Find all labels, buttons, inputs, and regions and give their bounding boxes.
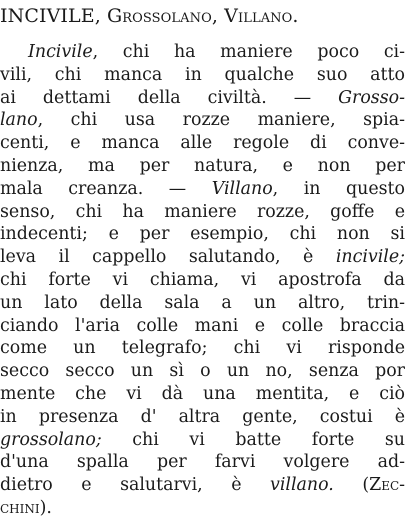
entry-line — [0, 337, 405, 360]
entry-line — [0, 451, 405, 474]
line-text: ciando l'aria colle mani e colle braccia — [0, 315, 405, 336]
heading-period: . — [292, 5, 299, 27]
entry-line — [0, 429, 405, 452]
entry-line — [0, 246, 405, 269]
italic-term: villano. — [270, 475, 334, 496]
entry-line — [0, 292, 405, 315]
entry-line — [0, 109, 405, 132]
entry-line — [0, 87, 405, 110]
line-text: indecenti; e per esempio, chi non si — [0, 224, 405, 245]
line-text: un lato della sala a un altro, trin- — [0, 292, 405, 313]
line-text: mala creanza. — — [0, 178, 212, 199]
entry-line — [0, 474, 405, 497]
line-text: ai dettami della civiltà. — — [0, 87, 339, 108]
line-text: centi, e manca alle regole di conve- — [0, 133, 405, 154]
entry-body — [0, 41, 407, 520]
italic-term: Villano — [211, 178, 273, 199]
entry-line — [0, 383, 405, 406]
line-text: in presenza d' altra gente, costui è — [0, 406, 405, 427]
line-text: chi forte vi chiama, vi apostrofa da — [0, 269, 405, 290]
entry-line — [0, 201, 405, 224]
italic-term: Incivile — [28, 42, 93, 62]
synonym-villano: Villano — [224, 5, 293, 27]
line-text: nienza, ma per natura, e non per — [0, 155, 405, 176]
synonym-grossolano: Grossolano — [106, 5, 212, 27]
heading-separator: , — [94, 5, 107, 27]
line-text: vili, chi manca in qualche suo atto — [0, 64, 405, 85]
italic-term: Grosso- — [338, 87, 405, 108]
entry-line — [0, 155, 405, 178]
entry-line — [0, 315, 405, 338]
entry-line — [0, 406, 405, 429]
line-text: , in questo — [272, 178, 405, 199]
entry-heading — [0, 4, 407, 28]
author-citation: chini — [0, 497, 40, 518]
entry-line — [0, 64, 405, 87]
line-text: senso, chi ha maniere rozze, goffe e — [0, 201, 405, 222]
heading-separator: , — [211, 5, 225, 27]
italic-term: grossolano; — [0, 429, 102, 450]
author-citation: (Zec- — [333, 475, 406, 496]
line-text: ). — [39, 497, 52, 518]
line-text: mente che vi dà una mentita, e ciò — [0, 383, 405, 404]
line-text: come un telegrafo; chi vi risponde — [0, 338, 405, 359]
entry-line — [0, 497, 405, 520]
entry-line — [0, 223, 405, 246]
line-text: d'una spalla per farvi volgere ad- — [0, 452, 405, 473]
line-text: chi vi batte forte su — [101, 429, 405, 450]
entry-line — [0, 132, 405, 155]
line-text: secco secco un sì o un no, senza por — [0, 361, 405, 382]
entry-line — [0, 178, 405, 201]
italic-term: incivile; — [335, 247, 405, 268]
headword: INCIVILE — [0, 5, 95, 27]
line-text: , chi usa rozze maniere, spia- — [37, 110, 405, 131]
entry-line — [0, 269, 405, 292]
line-text: dietro e salutarvi, è — [0, 475, 271, 496]
entry-line — [0, 41, 405, 64]
line-text: , chi ha maniere poco ci- — [92, 42, 405, 62]
entry-line — [0, 360, 405, 383]
italic-term: lano — [0, 110, 38, 131]
line-text: leva il cappello salutando, è — [0, 247, 336, 268]
